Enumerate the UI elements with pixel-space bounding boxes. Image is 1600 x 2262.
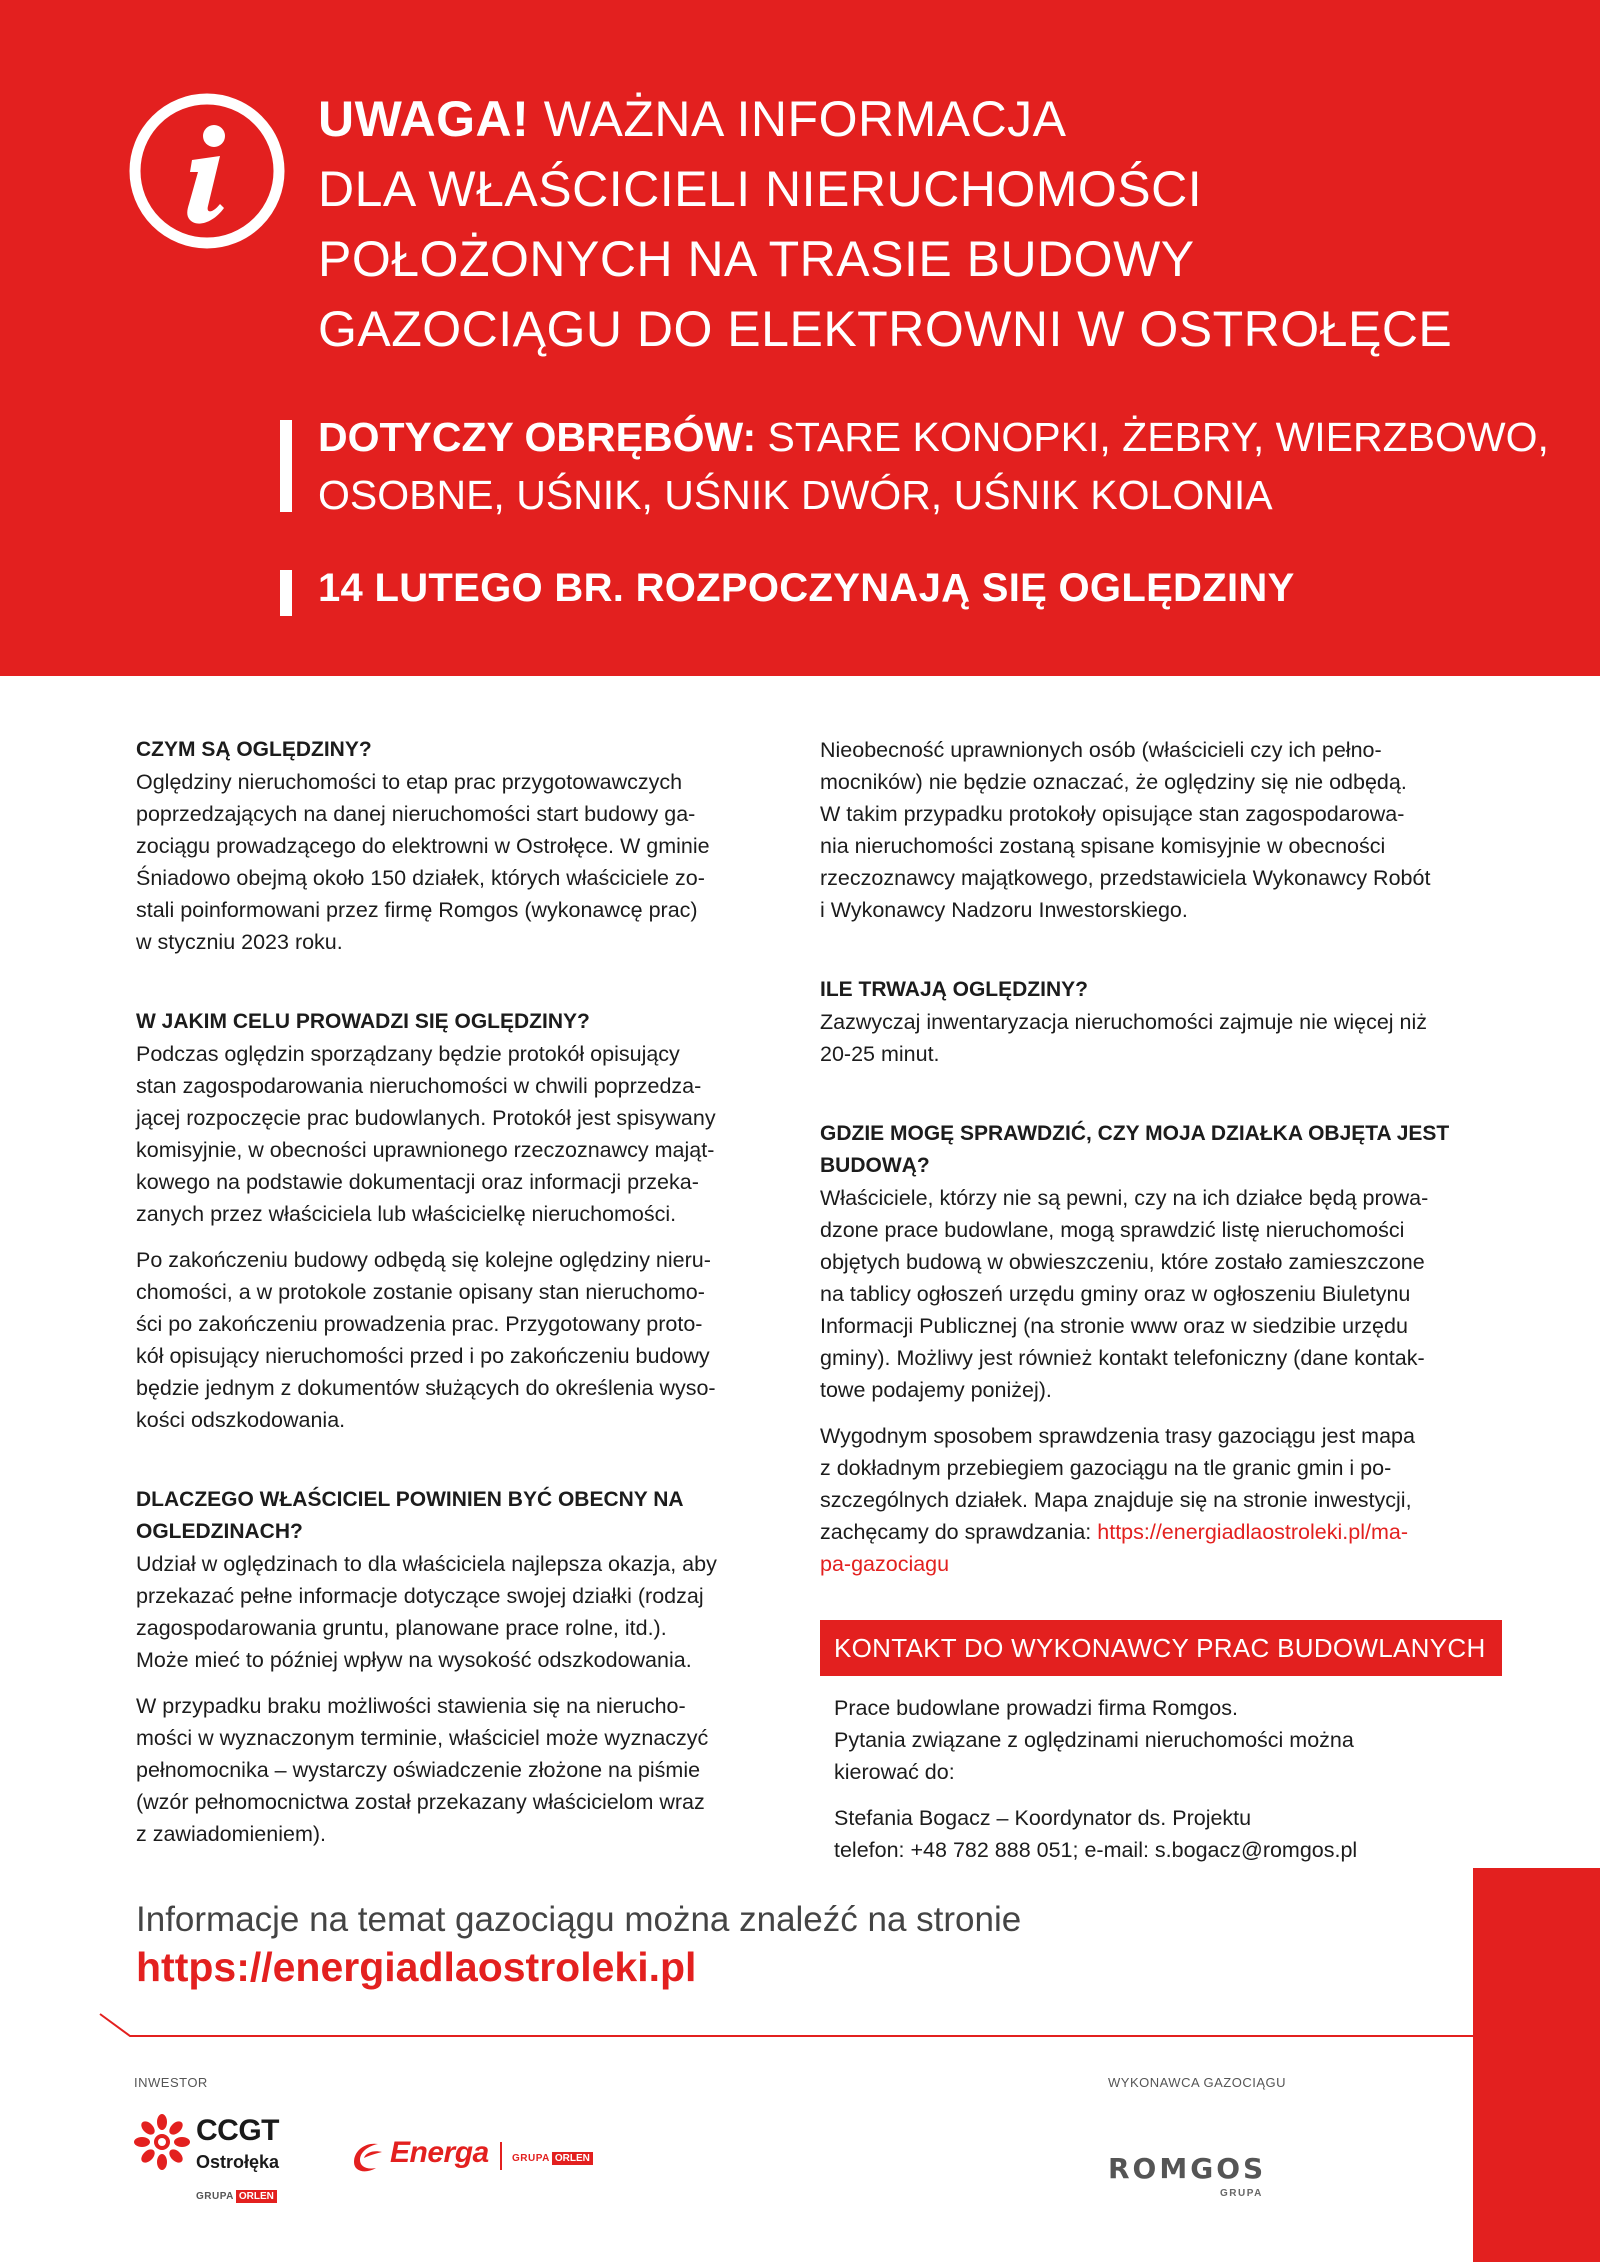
areas-label: DOTYCZY OBRĘBÓW: (318, 414, 757, 460)
text-line: Prace budowlane prowadzi firma Romgos. (834, 1696, 1238, 1720)
info-icon (128, 92, 286, 250)
text-line: Udział w oględzinach to dla właściciela najlepsza okazja, aby (136, 1552, 717, 1576)
text-line: zociągu prowadzącego do elektrowni w Ostrołęce. W gminie (136, 834, 710, 858)
map-link-continued[interactable]: pa-gazociagu (820, 1552, 950, 1576)
headline-line-2: DLA WŁAŚCICIELI NIERUCHOMOŚCI (318, 161, 1203, 217)
text-line: Zazwyczaj inwentaryzacja nieruchomości zajmuje nie więcej niż (820, 1010, 1428, 1034)
text-line: pełnomocnika – wystarczy oświadczenie złożone na piśmie (136, 1758, 701, 1782)
text-line: BUDOWĄ? (820, 1154, 930, 1177)
orlen-text: ORLEN (552, 2152, 593, 2165)
headline-line-1: WAŻNA INFORMACJA (529, 91, 1067, 147)
grupa-orlen-badge (512, 2148, 593, 2166)
accent-bar (280, 420, 292, 512)
text-line: Pytania związane z oględzinami nieruchomości można (834, 1728, 1354, 1752)
energa-logo (350, 2134, 630, 2178)
paragraph (820, 1420, 1502, 1580)
text-line: W takim przypadku protokoły opisujące stan zagospodarowa- (820, 802, 1405, 826)
text-line: dzone prace budowlane, mogą sprawdzić listę nieruchomości (820, 1218, 1405, 1242)
footer-info (136, 1900, 1021, 1991)
text-line: z zawiadomieniem). (136, 1822, 326, 1846)
energa-swoosh-icon (350, 2138, 386, 2174)
romgos-logo (1108, 2152, 1288, 2202)
text-line: z dokładnym przebiegiem gazociągu na tle granic gmin i po- (820, 1456, 1392, 1480)
contractor-label: WYKONAWCA GAZOCIĄGU (1108, 2075, 1287, 2090)
footer-lead: Informacje na temat gazociągu można znaleźć na stronie (136, 1900, 1022, 1939)
section-title: W JAKIM CELU PROWADZI SIĘ OGLĘDZINY? (136, 1010, 590, 1033)
paragraph (820, 1182, 1502, 1406)
paragraph (820, 734, 1502, 926)
ccgt-city: Ostrołęka (196, 2152, 280, 2172)
left-column (136, 734, 786, 1864)
text-line (820, 1516, 1502, 1548)
text-line: W przypadku braku możliwości stawienia się na nierucho- (136, 1694, 686, 1718)
contact-block (820, 1692, 1502, 1866)
map-link[interactable]: https://energiadlaostroleki.pl/ma- (1097, 1520, 1408, 1544)
paragraph (136, 1038, 786, 1230)
section-title: ILE TRWAJĄ OGLĘDZINY? (820, 978, 1088, 1001)
text-line: gminy). Możliwy jest również kontakt telefoniczny (dane kontak- (820, 1346, 1425, 1370)
text-line: Śniadowo obejmą około 150 działek, których właściciele zo- (136, 866, 705, 890)
text-line: GDZIE MOGĘ SPRAWDZIĆ, CZY MOJA DZIAŁKA OBJĘTA JEST (820, 1122, 1450, 1145)
website-link[interactable]: https://energiadlaostroleki.pl (136, 1944, 697, 1990)
paragraph (820, 1006, 1502, 1070)
grupa-text: GRUPA (512, 2153, 550, 2164)
text-line: będzie jednym z dokumentów służących do określenia wyso- (136, 1376, 716, 1400)
headline-line-4: GAZOCIĄGU DO ELEKTROWNI W OSTROŁĘCE (318, 301, 1453, 357)
text-line: 20-25 minut. (820, 1042, 940, 1066)
section-title: CZYM SĄ OGLĘDZINY? (136, 738, 372, 761)
text-line: ści po zakończeniu prowadzenia prac. Przygotowany proto- (136, 1312, 703, 1336)
contact-person: Stefania Bogacz – Koordynator ds. Projektu (834, 1806, 1252, 1830)
energa-wordmark: Energa (390, 2136, 489, 2169)
footer-red-block (1473, 1868, 1600, 2262)
text-line: kości odszkodowania. (136, 1408, 346, 1432)
text-fragment: zachęcamy do sprawdzania: (820, 1520, 1098, 1544)
text-line: rzeczoznawcy majątkowego, przedstawiciela Wykonawcy Robót (820, 866, 1431, 890)
text-line: zanych przez właściciela lub właścicielkę nieruchomości. (136, 1202, 677, 1226)
areas-line-2: OSOBNE, UŚNIK, UŚNIK DWÓR, UŚNIK KOLONIA (318, 472, 1273, 518)
text-line: objętych budową w obwieszczeniu, które zostało zamieszczone (820, 1250, 1425, 1274)
paragraph (834, 1692, 1502, 1788)
text-line: kierować do: (834, 1760, 955, 1784)
text-line: Oględziny nieruchomości to etap prac przygotowawczych (136, 770, 683, 794)
areas-block (318, 408, 1588, 524)
text-line: kół opisujący nieruchomości przed i po zakończeniu budowy (136, 1344, 710, 1368)
romgos-wordmark: ROMGOS (1108, 2152, 1267, 2185)
text-line: przekazać pełne informacje dotyczące swojej działki (rodzaj (136, 1584, 704, 1608)
text-line: na tablicy ogłoszeń urzędu gminy oraz w ogłoszeniu Biuletynu (820, 1282, 1411, 1306)
headline-line-3: POŁOŻONYCH NA TRASIE BUDOWY (318, 231, 1195, 287)
paragraph (136, 766, 786, 958)
grupa-orlen-badge (196, 2186, 277, 2204)
text-line: mości w wyznaczonym terminie, właściciel może wyznaczyć (136, 1726, 709, 1750)
text-line: Nieobecność uprawnionych osób (właścicieli czy ich pełno- (820, 738, 1382, 762)
headline (318, 84, 1568, 364)
text-line: Właściciele, którzy nie są pewni, czy na ich działce będą prowa- (820, 1186, 1429, 1210)
orlen-text: ORLEN (236, 2190, 277, 2203)
header-banner (0, 0, 1600, 676)
paragraph (136, 1548, 786, 1676)
romgos-subtitle: GRUPA (1220, 2188, 1263, 2199)
text-line: Po zakończeniu budowy odbędą się kolejne oględziny nieru- (136, 1248, 711, 1272)
areas-line-1: STARE KONOPKI, ŻEBRY, WIERZBOWO, (756, 414, 1549, 460)
text-line: nia nieruchomości zostaną spisane komisyjnie w obecności (820, 834, 1386, 858)
text-line: jącej rozpoczęcie prac budowlanych. Protokół jest spisywany (136, 1106, 716, 1130)
text-line: szczególnych działek. Mapa znajduje się na stronie inwestycji, (820, 1488, 1412, 1512)
text-line: Podczas oględzin sporządzany będzie protokół opisujący (136, 1042, 680, 1066)
contact-header: KONTAKT DO WYKONAWCY PRAC BUDOWLANYCH (820, 1620, 1502, 1676)
right-column (820, 734, 1502, 1866)
text-line: stan zagospodarowania nieruchomości w chwili poprzedza- (136, 1074, 702, 1098)
grupa-text: GRUPA (196, 2191, 234, 2202)
text-line: Informacji Publicznej (na stronie www oraz w siedzibie urzędu (820, 1314, 1408, 1338)
text-line: w styczniu 2023 roku. (136, 930, 343, 954)
text-line: chomości, a w protokole zostanie opisany stan nieruchomo- (136, 1280, 705, 1304)
text-line: DLACZEGO WŁAŚCICIEL POWINIEN BYĆ OBECNY NA (136, 1488, 684, 1511)
ccgt-title: CCGT (196, 2114, 279, 2147)
text-line: Może mieć to później wpływ na wysokość odszkodowania. (136, 1648, 692, 1672)
headline-alert: UWAGA! (318, 91, 530, 147)
paragraph (136, 1690, 786, 1850)
ccgt-ostroleka-logo (134, 2110, 304, 2200)
contact-details[interactable]: telefon: +48 782 888 051; e-mail: s.bogacz@romgos.pl (834, 1838, 1358, 1862)
text-line: Wygodnym sposobem sprawdzenia trasy gazociągu jest mapa (820, 1424, 1415, 1448)
text-line: poprzedzających na danej nieruchomości start budowy ga- (136, 802, 696, 826)
energa-separator (500, 2142, 502, 2170)
section-title (820, 1118, 1502, 1182)
footer-divider (0, 2010, 1473, 2040)
text-line: OGLEDZINACH? (136, 1520, 303, 1543)
text-line: mocników) nie będzie oznaczać, że oględziny się nie odbędą. (820, 770, 1407, 794)
start-notice: 14 LUTEGO BR. ROZPOCZYNAJĄ SIĘ OGLĘDZINY (318, 566, 1295, 610)
text-line: zagospodarowania gruntu, planowane prace rolne, itd.). (136, 1616, 667, 1640)
section-title (136, 1484, 786, 1548)
paragraph (136, 1244, 786, 1436)
text-line: i Wykonawcy Nadzoru Inwestorskiego. (820, 898, 1188, 922)
ccgt-flower-icon (134, 2114, 190, 2170)
text-line: towe podajemy poniżej). (820, 1378, 1052, 1402)
investor-label: INWESTOR (134, 2075, 208, 2090)
text-line: (wzór pełnomocnictwa został przekazany właścicielom wraz (136, 1790, 705, 1814)
text-line: stali poinformowani przez firmę Romgos (wykonawcę prac) (136, 898, 698, 922)
text-line: komisyjnie, w obecności uprawnionego rzeczoznawcy mająt- (136, 1138, 715, 1162)
accent-bar (280, 570, 292, 616)
text-line: kowego na podstawie dokumentacji oraz informacji przeka- (136, 1170, 699, 1194)
